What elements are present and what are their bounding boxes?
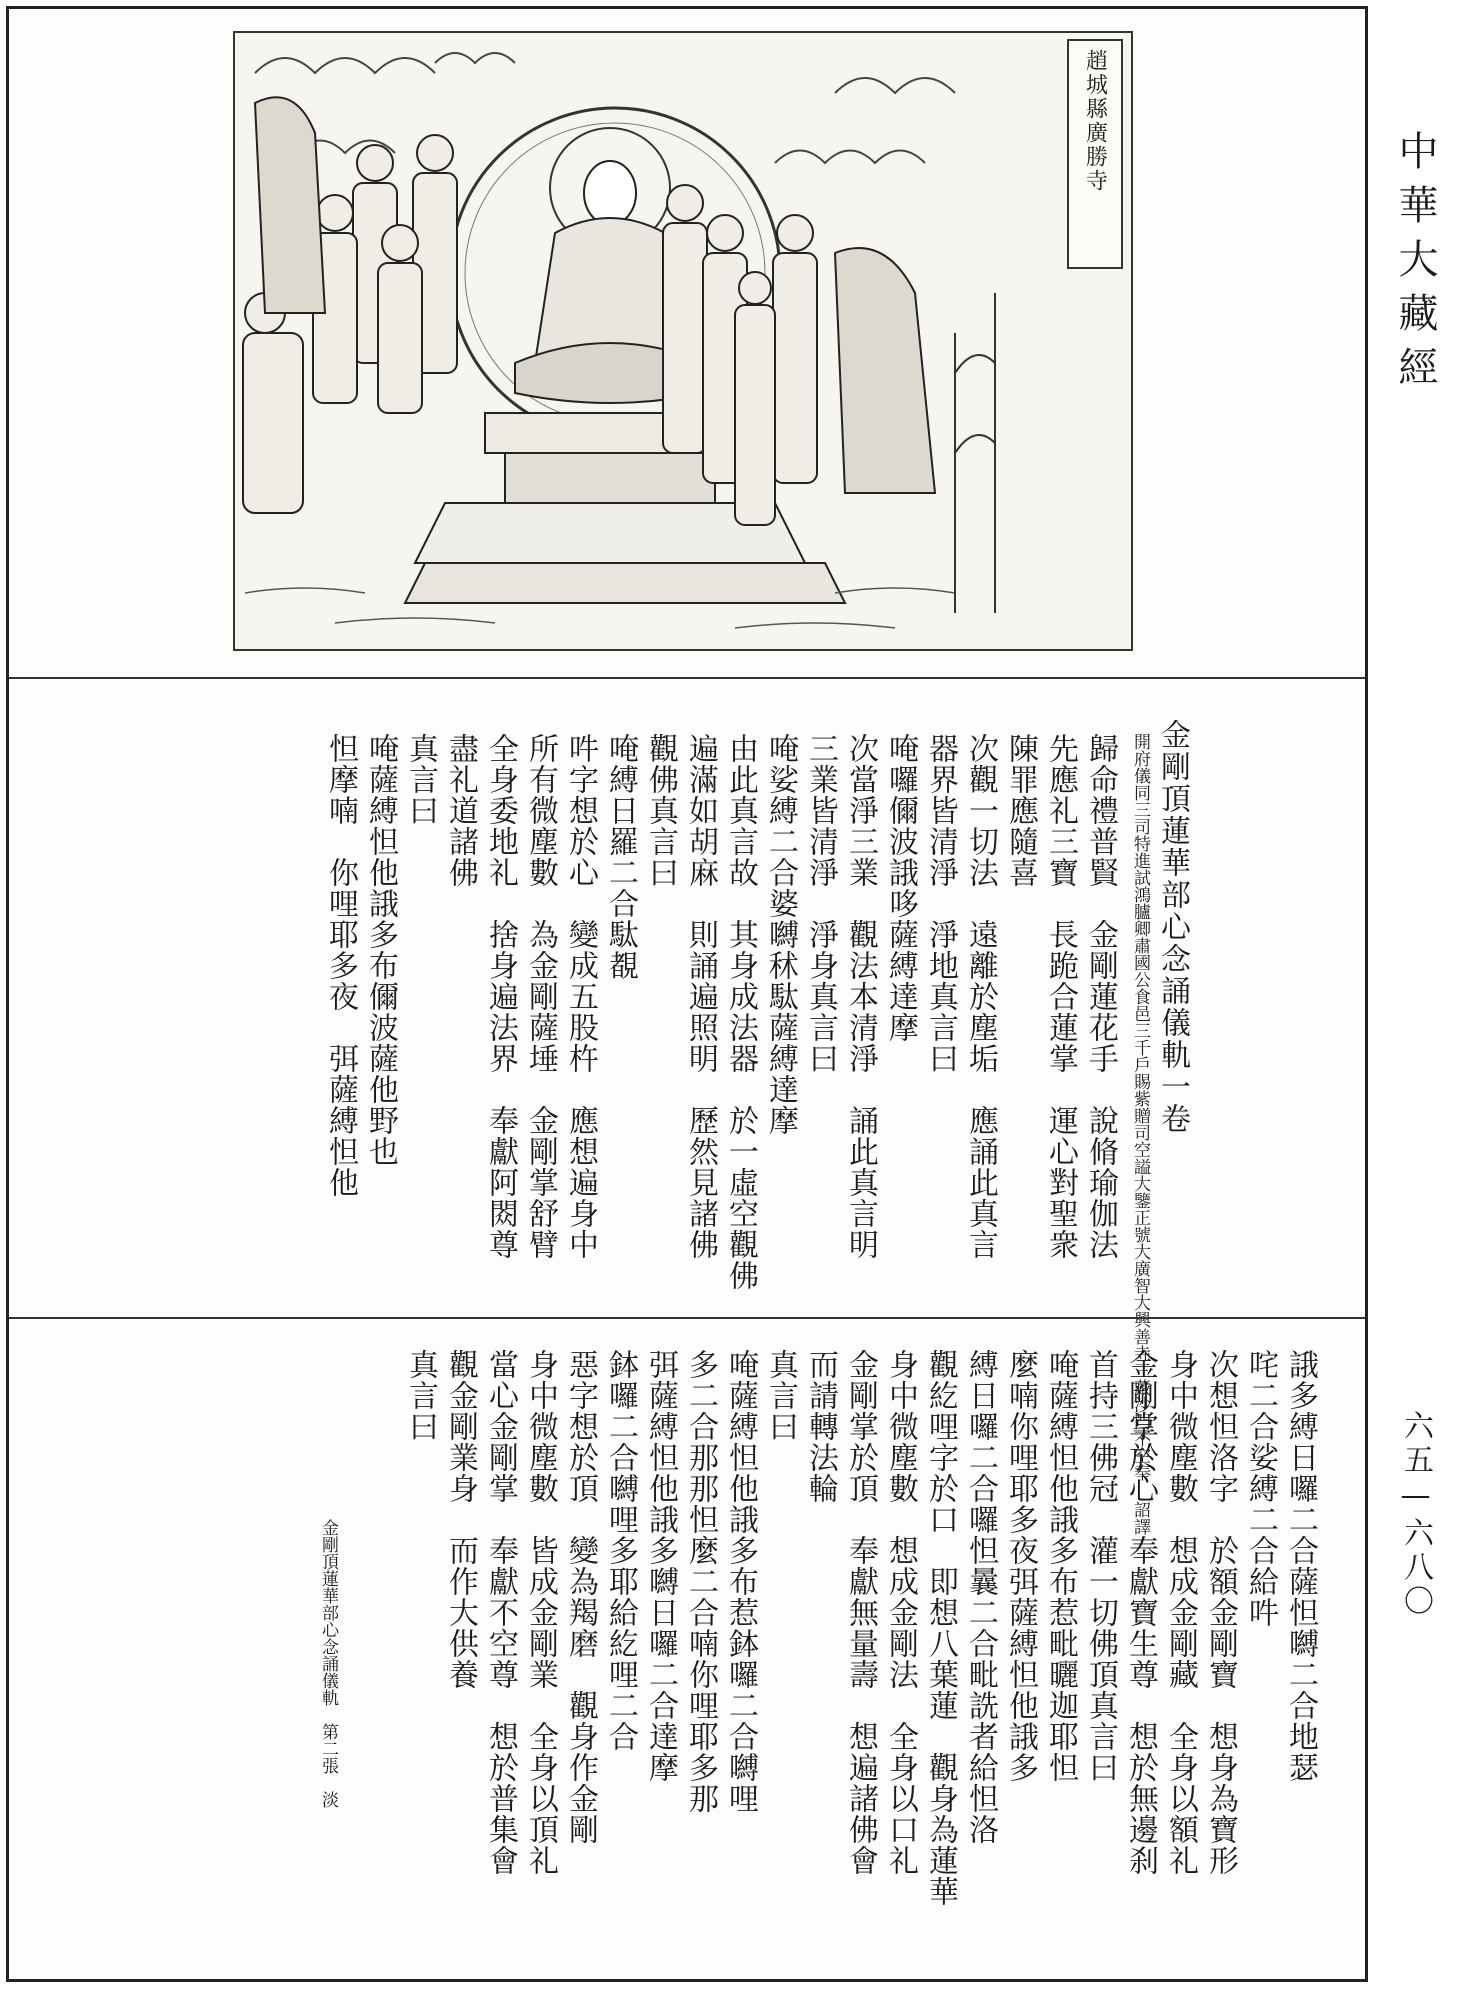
text-panel-bottom — [9, 1317, 1365, 1979]
text-column: 唵娑縛二合婆嚩秫駄薩縛達摩 — [763, 733, 798, 1136]
text-column: 身中微塵數 皆成金剛業 全身以頂礼 — [523, 1349, 558, 1876]
illustration-caption-box — [1067, 39, 1123, 269]
text-column: 全身委地礼 捨身遍法界 奉獻阿閦尊 — [483, 733, 518, 1260]
text-column: 唵囉儞波誐哆薩縛達摩 — [883, 733, 918, 1043]
text-column: 首持三佛冠 灌一切佛頂真言曰 — [1083, 1349, 1118, 1783]
text-column: 歸命禮普賢 金剛蓮花手 說脩瑜伽法 — [1083, 733, 1118, 1260]
text-column: 三業皆清淨 淨身真言曰 — [803, 733, 838, 1074]
text-column: 金剛掌於頂 奉獻無量壽 想遍諸佛會 — [843, 1349, 878, 1876]
text-column: 真言曰 — [403, 733, 438, 826]
text-column: 真言曰 — [403, 1349, 438, 1442]
text-column: 先應礼三寶 長跪合蓮掌 運心對聖衆 — [1043, 733, 1078, 1260]
text-column: 弭薩縛怛他誐多嚩日囉二合達摩 — [643, 1349, 678, 1783]
text-column: 麼喃你哩耶多夜弭薩縛怛他誐多 — [1003, 1349, 1038, 1783]
text-column: 觀紇哩字於口 即想八葉蓮 觀身為蓮華 — [923, 1349, 958, 1907]
text-column: 咤二合娑縛二合給吽 — [1243, 1349, 1278, 1628]
text-column: 惡字想於頂 變為羯磨 觀身作金剛 — [563, 1349, 598, 1845]
translator-line: 開府儀同三司特進試鴻臚卿肅國公食邑三千戶賜紫贈司空謚大鑒正號大廣智大興善寺三藏沙門不空奉 詔譯 — [1130, 733, 1150, 1535]
text-column: 怛摩喃 你哩耶多夜 弭薩縛怛他 — [323, 733, 358, 1198]
text-column: 次當淨三業 觀法本清淨 誦此真言明 — [843, 733, 878, 1260]
text-column: 當心金剛掌 奉獻不空尊 想於普集會 — [483, 1349, 518, 1876]
text-column: 所有微塵數 為金剛薩埵 金剛掌舒臂 — [523, 733, 558, 1260]
text-column: 身中微塵數 想成金剛法 全身以口礼 — [883, 1349, 918, 1876]
text-column: 唵縛日羅二合駄覩 — [603, 733, 638, 981]
text-column: 陳罪應隨喜 — [1003, 733, 1038, 888]
text-column: 而請轉法輪 — [803, 1349, 838, 1504]
text-column: 遍滿如胡麻 則誦遍照明 歷然見諸佛 — [683, 733, 718, 1260]
frontispiece-illustration — [233, 31, 1133, 651]
text-column: 次想怛洛字 於額金剛寶 想身為寶形 — [1203, 1349, 1238, 1876]
sutra-title: 金剛頂蓮華部心念誦儀軌一卷 — [1155, 719, 1190, 1135]
text-column: 唵薩縛怛他誐多布惹毗曬迦耶怛 — [1043, 1349, 1078, 1783]
text-column: 金剛掌於心 奉獻寶生尊 想於無邊刹 — [1123, 1349, 1158, 1876]
text-column: 觀金剛業身 而作大供養 — [443, 1349, 478, 1690]
text-column: 唵薩縛怛他誐多布儞波薩他野也 — [363, 733, 398, 1167]
page-number: 六五—六八〇 — [1398, 1410, 1433, 1619]
illustration-caption: 趙城縣廣勝寺 — [1082, 49, 1108, 193]
text-column: 由此真言故 其身成法器 於一虛空觀佛 — [723, 733, 758, 1291]
collection-title: 中華大藏經 — [1392, 130, 1438, 400]
text-column: 吽字想於心 變成五股杵 應想遍身中 — [563, 733, 598, 1260]
text-column: 次觀一切法 遠離於塵垢 應誦此真言 — [963, 733, 998, 1260]
page-frame — [6, 6, 1368, 1982]
footer-note: 金剛頂蓮華部心念誦儀軌 第二張 淡 — [318, 1519, 338, 1808]
illustration-panel — [9, 9, 1365, 677]
text-column: 誐多縛日囉二合薩怛嚩二合地瑟 — [1283, 1349, 1318, 1783]
text-column: 多二合那那怛麼二合喃你哩耶多那 — [683, 1349, 718, 1814]
text-column: 盡礼道諸佛 — [443, 733, 478, 888]
text-column: 鉢囉二合嚩哩多耶給紇哩二合 — [603, 1349, 638, 1752]
text-column: 縛日囉二合囉怛曩二合毗詵者給怛洛 — [963, 1349, 998, 1845]
text-column: 唵薩縛怛他誐多布惹鉢囉二合嚩哩 — [723, 1349, 758, 1814]
text-column: 身中微塵數 想成金剛藏 全身以額礼 — [1163, 1349, 1198, 1876]
text-column: 真言曰 — [763, 1349, 798, 1442]
text-column: 器界皆清淨 淨地真言曰 — [923, 733, 958, 1074]
woodcut-drawing — [235, 33, 1131, 649]
text-column: 觀佛真言曰 — [643, 733, 678, 888]
